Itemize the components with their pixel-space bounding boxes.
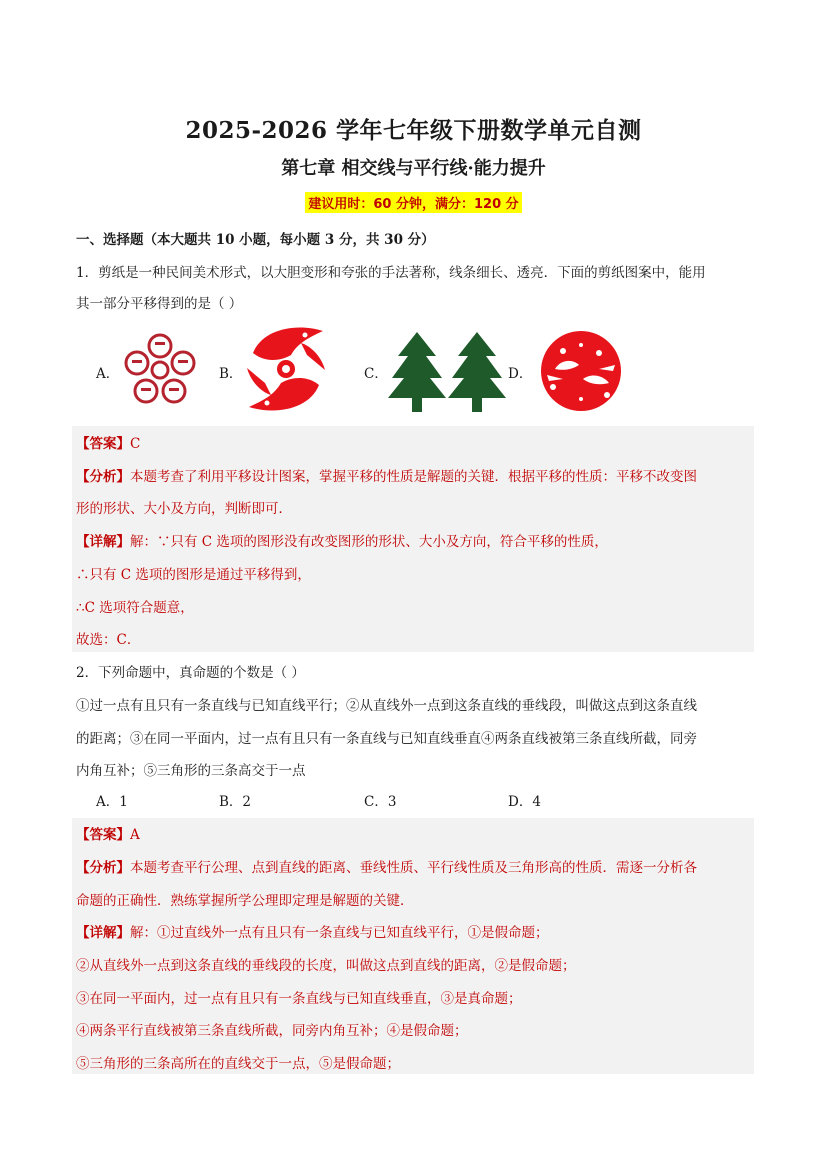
red-paper-cut-flower-icon [120, 330, 200, 410]
q2-detail-line4: ④两条平行直线被第三条直线所截，同旁内角互补；④是假命题； [76, 1023, 468, 1039]
q1-option-b-label: B． [219, 366, 243, 382]
red-paper-cut-birds-icon [533, 329, 629, 413]
q2-analysis-line2: 命题的正确性．熟练掌握所学公理即定理是解题的关键． [76, 893, 414, 909]
q1-detail-line4: 故选：C． [76, 632, 141, 648]
q1-analysis-line2: 形的形状、大小及方向，判断即可． [76, 501, 292, 517]
time-score-advice: 建议用时：60 分钟，满分：120 分 [305, 192, 521, 213]
q1-option-c-label: C． [364, 366, 388, 382]
page-title: 2025-2026 学年七年级下册数学单元自测 [185, 117, 642, 144]
q1-stem-line2: 其一部分平移得到的是（ ） [76, 296, 243, 312]
green-pine-trees-icon [388, 330, 506, 412]
chapter-subtitle: 第七章 相交线与平行线·能力提升 [281, 158, 546, 179]
q2-detail-line3: ③在同一平面内，过一点有且只有一条直线与已知直线垂直，③是真命题； [76, 991, 522, 1007]
q1-stem-line1: 1．剪纸是一种民间美术形式，以大胆变形和夸张的手法著称，线条细长、透亮．下面的剪纸图案中，能用 [76, 265, 706, 281]
red-paper-cut-fish-icon [243, 323, 329, 415]
q1-detail-line1: 【详解】解：∵只有 C 选项的图形没有改变图形的形状、大小及方向，符合平移的性质， [76, 534, 608, 550]
q2-stem-line2: ①过一点有且只有一条直线与已知直线平行；②从直线外一点到这条直线的垂线段，叫做这点到这条直线 [76, 698, 697, 714]
q2-stem-line1: 2．下列命题中，真命题的个数是（ ） [76, 665, 305, 681]
q1-answer: 【答案】C [76, 436, 141, 452]
q1-detail-line3: ∴C 选项符合题意， [76, 600, 194, 616]
q1-analysis-line1: 【分析】本题考查了利用平移设计图案，掌握平移的性质是解题的关键．根据平移的性质：平移不改变图 [76, 469, 697, 485]
q2-detail-line1: 【详解】解：①过直线外一点有且只有一条直线与已知直线平行，①是假命题； [76, 925, 549, 941]
q1-detail-line2: ∴只有 C 选项的图形是通过平移得到， [76, 567, 311, 583]
q2-stem-line4: 内角互补；⑤三角形的三条高交于一点 [76, 763, 306, 779]
q2-answer: 【答案】A [76, 827, 140, 843]
q2-detail-line2: ②从直线外一点到这条直线的垂线段的长度，叫做这点到直线的距离，②是假命题； [76, 958, 576, 974]
q2-option-a: A．1 [96, 794, 128, 810]
q2-option-d: D．4 [508, 794, 541, 810]
q2-detail-line5: ⑤三角形的三条高所在的直线交于一点，⑤是假命题； [76, 1056, 400, 1072]
q2-analysis-line1: 【分析】本题考查平行公理、点到直线的距离、垂线性质、平行线性质及三角形高的性质．需逐一分析各 [76, 860, 697, 876]
q2-option-b: B．2 [219, 794, 252, 810]
q1-option-a-label: A． [96, 366, 120, 382]
q1-option-d-label: D． [508, 366, 533, 382]
q2-option-c: C．3 [364, 794, 397, 810]
section-heading: 一、选择题（本大题共 10 小题，每小题 3 分，共 30 分） [76, 232, 435, 248]
q2-stem-line3: 的距离；③在同一平面内，过一点有且只有一条直线与已知直线垂直④两条直线被第三条直线所截，同旁 [76, 731, 697, 747]
